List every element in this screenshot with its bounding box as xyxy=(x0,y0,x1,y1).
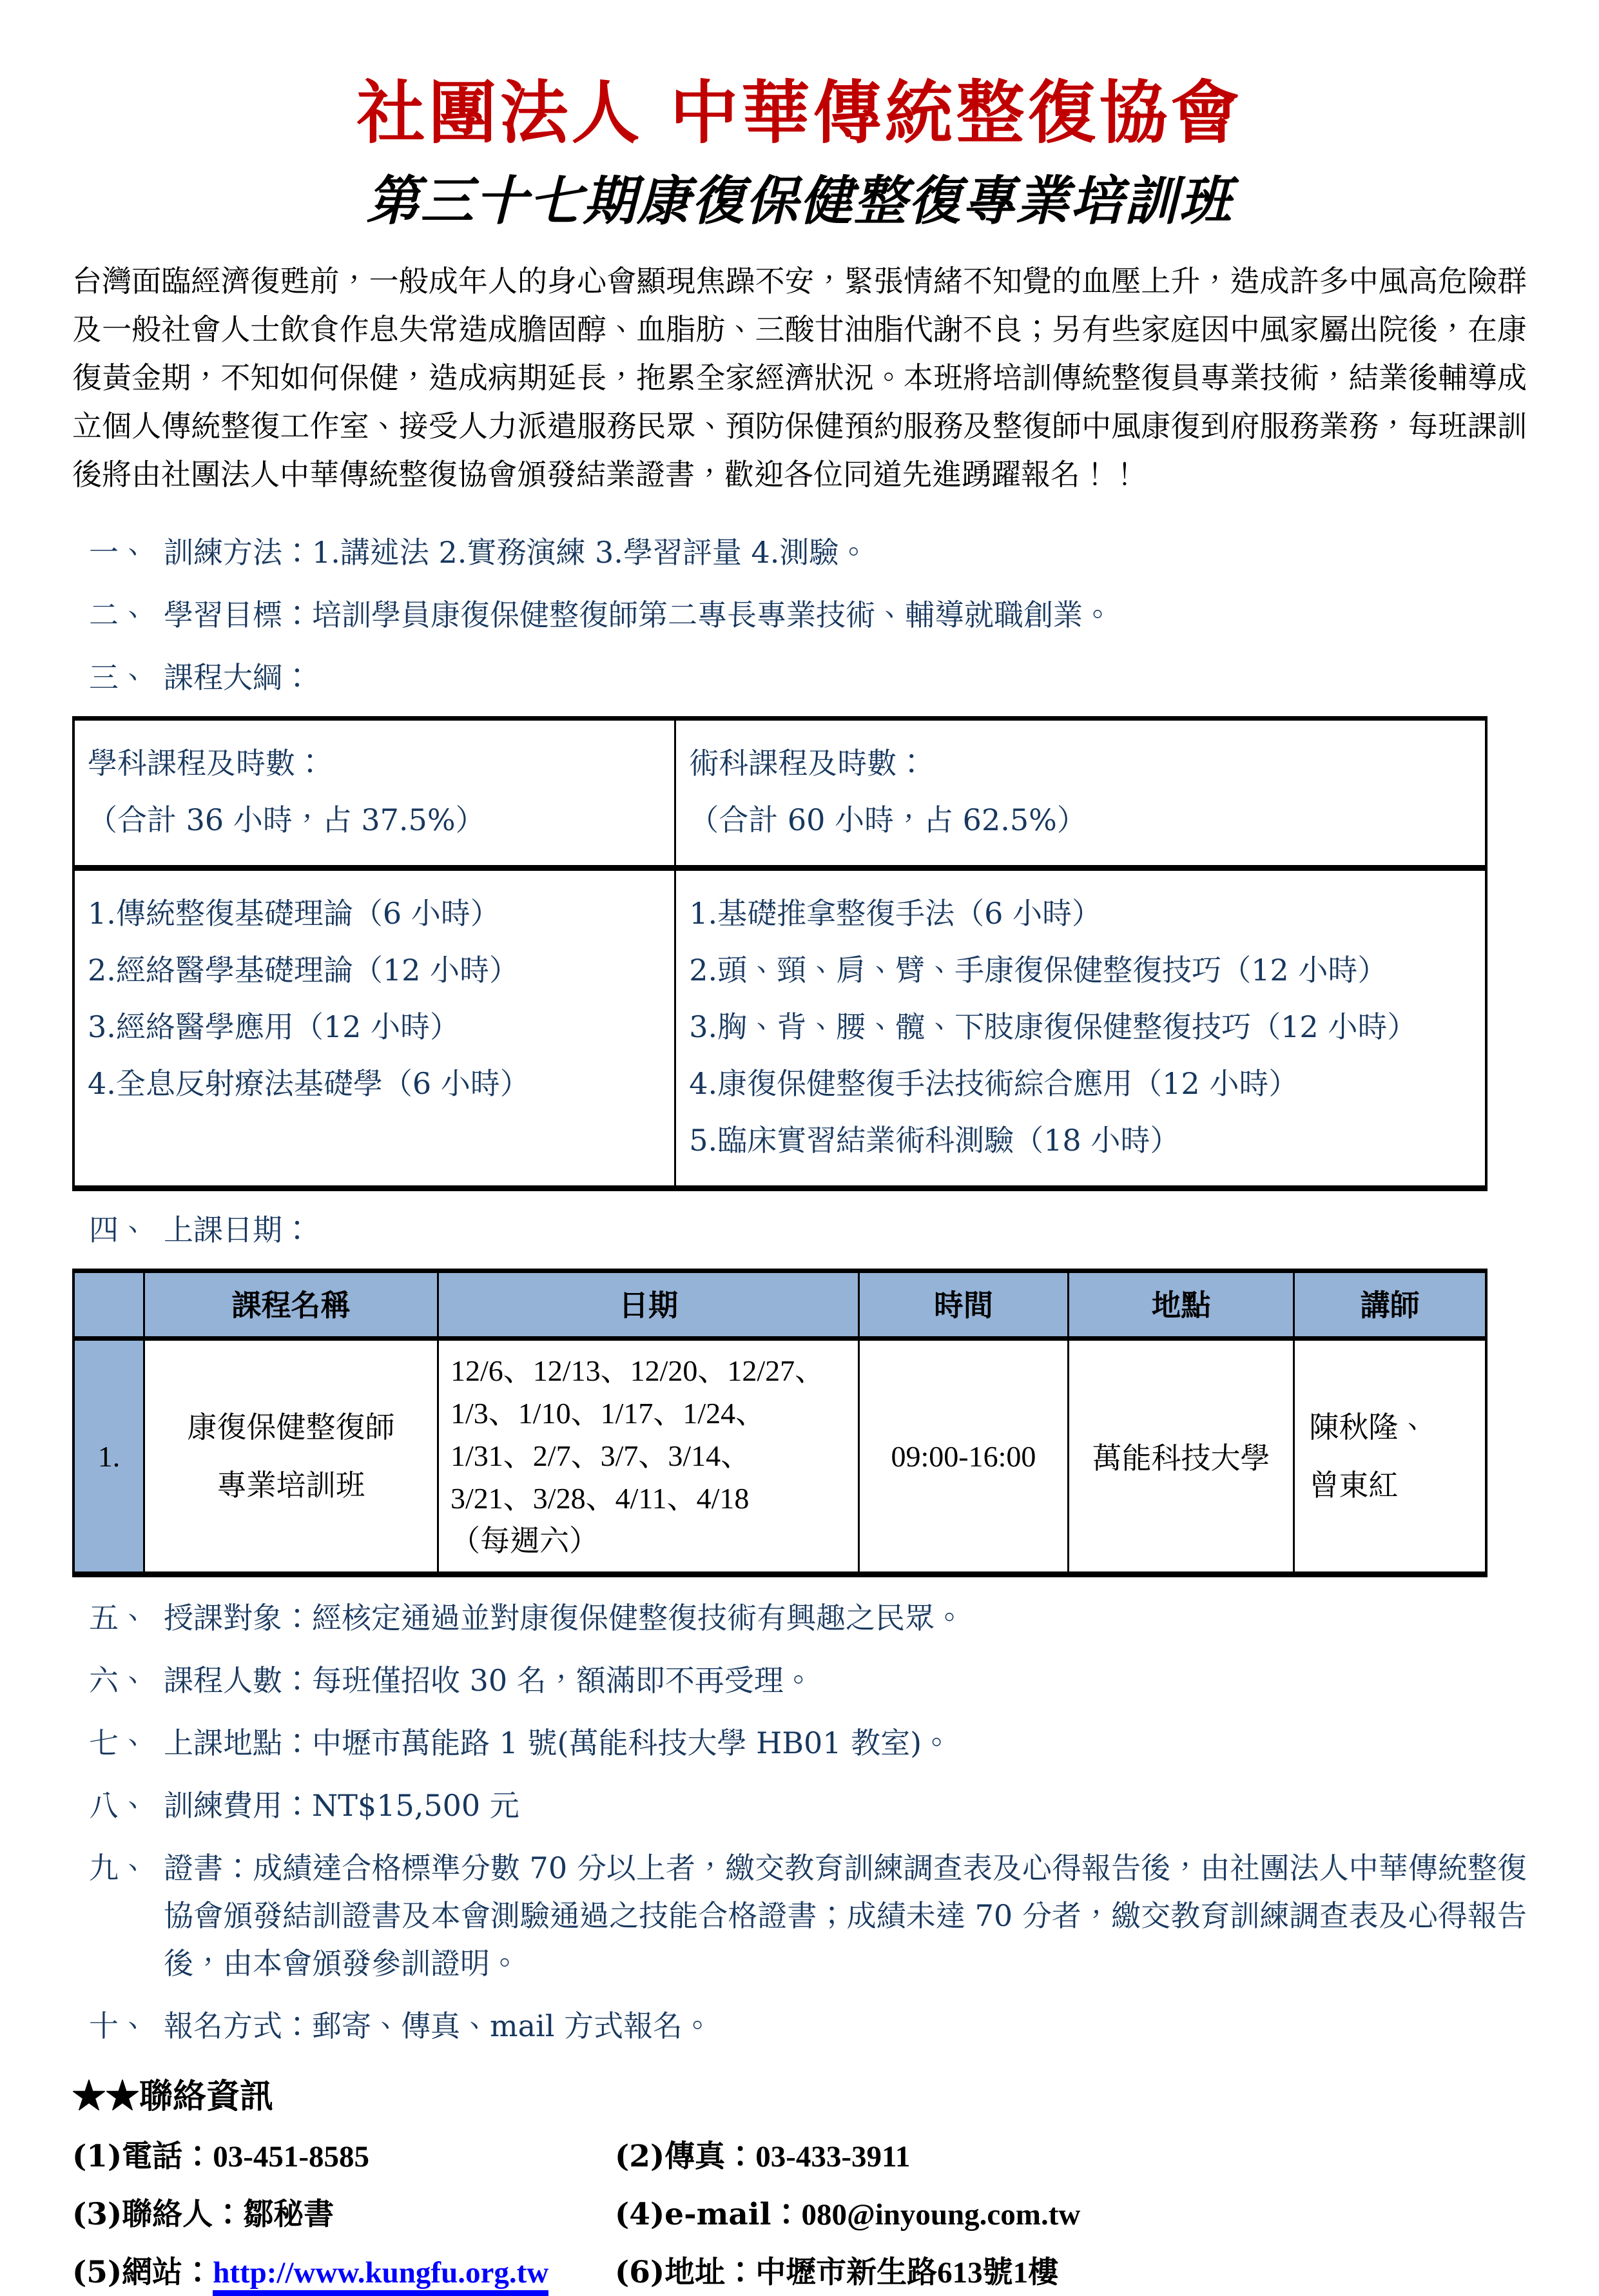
practical-item: 5.臨床實習結業術科測驗（18 小時） xyxy=(689,1123,1180,1158)
academic-item: 1.傳統整復基礎理論（6 小時） xyxy=(88,896,500,931)
section-item-10 xyxy=(72,2002,1527,2050)
course-table-body-row xyxy=(73,868,1486,1189)
contact-phone-label: (1)電話： xyxy=(72,2139,213,2175)
schedule-time-cell: 09:00-16:00 xyxy=(859,1339,1068,1575)
academic-header-cell xyxy=(73,719,675,868)
section-text: 上課地點：中壢市萬能路 1 號(萬能科技大學 HB01 教室)。 xyxy=(164,1726,952,1761)
schedule-header-location: 地點 xyxy=(1068,1271,1294,1339)
section-text: 證書：成績達合格標準分數 70 分以上者，繳交教育訓練調查表及心得報告後，由社團法人中華傳統整復協會頒發結訓證書及本會測驗通過之技能合格證書；成績未達 70 分者，繳交教育訓練調查表及心得報告後，由本會頒發參訓證明。 xyxy=(164,1851,1527,1981)
section-item-9 xyxy=(72,1844,1527,1987)
contact-phone xyxy=(72,2137,615,2177)
academic-title: 學科課程及時數： xyxy=(88,746,325,781)
schedule-course-name-cell xyxy=(144,1339,438,1575)
schedule-corner-cell xyxy=(73,1271,144,1339)
schedule-body-row xyxy=(73,1339,1486,1575)
section-text: 課程大綱： xyxy=(164,660,312,696)
section-item-8 xyxy=(72,1782,1527,1829)
section-number: 九、 xyxy=(89,1851,148,1886)
contact-website-label: (5)網站： xyxy=(72,2255,213,2291)
practical-item: 4.康復保健整復手法技術綜合應用（12 小時） xyxy=(689,1066,1299,1102)
course-table-header-row xyxy=(73,719,1486,868)
practical-total: （合計 60 小時，占 62.5%） xyxy=(689,803,1087,838)
contact-fax xyxy=(615,2137,1527,2177)
section-text: 授課對象：經核定通過並對康復保健整復技術有興趣之民眾。 xyxy=(164,1600,964,1636)
section-item-7 xyxy=(72,1719,1527,1767)
practical-item: 1.基礎推拿整復手法（6 小時） xyxy=(689,896,1102,931)
contact-heading: ★★聯絡資訊 xyxy=(72,2077,274,2117)
section-number: 二、 xyxy=(89,598,148,633)
schedule-dates-cell xyxy=(438,1339,859,1575)
page-subtitle: 第三十七期康復保健整復專業培訓班 xyxy=(366,170,1233,232)
contact-grid xyxy=(72,2137,1527,2293)
section-item-4 xyxy=(72,1206,1527,1254)
page-title: 社團法人 中華傳統整復協會 xyxy=(356,73,1243,153)
contact-person-value: 鄒秘書 xyxy=(243,2198,334,2232)
schedule-header-name: 課程名稱 xyxy=(144,1271,438,1339)
section-text: 課程人數：每班僅招收 30 名，額滿即不再受理。 xyxy=(164,1663,813,1698)
course-outline-table xyxy=(72,716,1488,1191)
contact-fax-label: (2)傳真： xyxy=(615,2139,756,2175)
section-item-1 xyxy=(72,529,1527,576)
section-number: 一、 xyxy=(89,535,148,570)
schedule-teacher-cell xyxy=(1294,1339,1486,1575)
schedule-header-teacher: 講師 xyxy=(1294,1271,1486,1339)
intro-paragraph: 台灣面臨經濟復甦前，一般成年人的身心會顯現焦躁不安，緊張情緒不知覺的血壓上升，造成許多中風高危險群及一般社會人士飲食作息失常造成膽固醇、血脂肪、三酸甘油脂代謝不良；另有些家庭因中風家屬出院後，在康復黃金期，不知如何保健，造成病期延長，拖累全家經濟狀況。本班將培訓傳統整復員專業技術，結業後輔導成立個人傳統整復工作室、接受人力派遣服務民眾、預防保健預約服務及整復師中風康復到府服務業務，每班課訓後將由社團法人中華傳統整復協會頒發結業證書，歡迎各位同道先進踴躍報名！！ xyxy=(72,264,1527,492)
section-item-3 xyxy=(72,654,1527,701)
section-item-6 xyxy=(72,1657,1527,1704)
course-name-line: 康復保健整復師 xyxy=(187,1410,395,1445)
contact-address-value: 中壢市新生路613號1樓 xyxy=(755,2256,1059,2290)
section-number: 八、 xyxy=(89,1788,148,1824)
section-number: 五、 xyxy=(89,1600,148,1636)
section-number: 七、 xyxy=(89,1726,148,1761)
contact-email xyxy=(615,2195,1527,2235)
section-item-2 xyxy=(72,591,1527,639)
practical-title: 術科課程及時數： xyxy=(689,746,927,781)
section-text: 訓練費用：NT$15,500 元 xyxy=(164,1788,519,1824)
practical-items-cell xyxy=(675,868,1486,1189)
teacher-line: 陳秋隆、 xyxy=(1309,1410,1428,1445)
section-number: 十、 xyxy=(89,2009,148,2044)
section-text: 上課日期： xyxy=(164,1212,312,1248)
teacher-line: 曾東紅 xyxy=(1309,1468,1399,1503)
schedule-row-number: 1. xyxy=(73,1339,144,1575)
schedule-location-cell: 萬能科技大學 xyxy=(1068,1339,1294,1575)
course-name-line: 專業培訓班 xyxy=(217,1468,365,1503)
section-item-5 xyxy=(72,1594,1527,1642)
contact-address xyxy=(615,2253,1527,2293)
section-number: 六、 xyxy=(89,1663,148,1698)
practical-item: 3.胸、背、腰、髖、下肢康復保健整復技巧（12 小時） xyxy=(689,1009,1417,1045)
section-number: 四、 xyxy=(89,1212,148,1248)
academic-total: （合計 36 小時，占 37.5%） xyxy=(88,803,485,838)
schedule-header-date: 日期 xyxy=(438,1271,859,1339)
section-text: 訓練方法：1.講述法 2.實務演練 3.學習評量 4.測驗。 xyxy=(164,535,869,570)
schedule-table xyxy=(72,1269,1488,1577)
date-line: 1/3、1/10、1/17、1/24、 xyxy=(451,1397,766,1430)
date-line: （每週六） xyxy=(451,1524,599,1558)
academic-items-cell xyxy=(73,868,675,1189)
practical-item: 2.頭、頸、肩、臂、手康復保健整復技巧（12 小時） xyxy=(689,953,1388,988)
date-line: 3/21、3/28、4/11、4/18 xyxy=(451,1482,750,1515)
academic-item: 4.全息反射療法基礎學（6 小時） xyxy=(88,1066,530,1102)
contact-email-label: (4)e-mail： xyxy=(615,2197,802,2233)
schedule-header-time: 時間 xyxy=(859,1271,1068,1339)
date-line: 1/31、2/7、3/7、3/14、 xyxy=(451,1439,751,1473)
section-text: 學習目標：培訓學員康復保健整復師第二專長專業技術、輔導就職創業。 xyxy=(164,598,1112,633)
schedule-header-row xyxy=(73,1271,1486,1339)
section-number: 三、 xyxy=(89,660,148,696)
contact-phone-value: 03-451-8585 xyxy=(213,2140,369,2174)
academic-item: 2.經絡醫學基礎理論（12 小時） xyxy=(88,953,519,988)
contact-fax-value: 03-433-3911 xyxy=(755,2140,911,2174)
academic-item: 3.經絡醫學應用（12 小時） xyxy=(88,1009,460,1045)
practical-header-cell xyxy=(675,719,1486,868)
contact-address-label: (6)地址： xyxy=(615,2255,756,2291)
contact-person-label: (3)聯絡人： xyxy=(72,2197,244,2233)
contact-website xyxy=(72,2253,615,2293)
contact-person xyxy=(72,2195,615,2235)
date-line: 12/6、12/13、12/20、12/27、 xyxy=(451,1354,825,1388)
section-text: 報名方式：郵寄、傳真、mail 方式報名。 xyxy=(164,2009,713,2044)
contact-email-value: 080@inyoung.com.tw xyxy=(801,2198,1081,2232)
website-link[interactable]: http://www.kungfu.org.tw xyxy=(213,2256,548,2296)
